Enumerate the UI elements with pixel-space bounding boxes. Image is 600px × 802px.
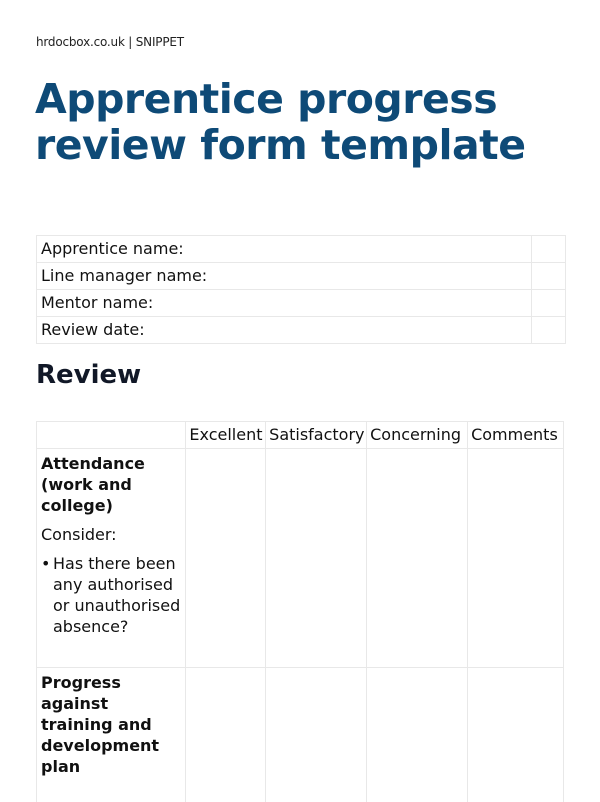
header-blank [37,422,186,449]
source-label: hrdocbox.co.uk | SNIPPET [36,35,184,49]
consider-label: Consider: [41,524,181,545]
criterion-progress [37,668,186,802]
apprentice-name-field[interactable] [532,236,566,263]
progress-excellent-cell[interactable] [186,668,266,802]
attendance-concerning-cell[interactable] [367,449,468,668]
criterion-title: Progress against training and development plan [41,672,181,777]
consider-bullet: • Has there been any authorised or unauthorised absence? [49,553,181,637]
table-row [37,290,566,317]
attendance-excellent-cell[interactable] [186,449,266,668]
progress-comments-cell[interactable] [468,668,564,802]
apprentice-name-label: Apprentice name: [37,236,532,263]
details-table [36,235,566,344]
review-date-label: Review date: [37,317,532,344]
progress-concerning-cell[interactable] [367,668,468,802]
mentor-name-field[interactable] [532,290,566,317]
review-date-field[interactable] [532,317,566,344]
review-table [36,421,564,802]
header-concerning: Concerning [367,422,468,449]
header-satisfactory: Satisfactory [266,422,367,449]
criterion-title: Attendance (work and college) [41,453,181,516]
criterion-attendance [37,449,186,668]
table-row [37,236,566,263]
table-row [37,263,566,290]
page-title: Apprentice progress review form template [35,76,575,168]
mentor-name-label: Mentor name: [37,290,532,317]
attendance-comments-cell[interactable] [468,449,564,668]
review-header-row [37,422,564,449]
consider-list [41,553,181,637]
attendance-satisfactory-cell[interactable] [266,449,367,668]
review-heading: Review [36,360,141,390]
progress-satisfactory-cell[interactable] [266,668,367,802]
table-row [37,449,564,668]
line-manager-name-field[interactable] [532,263,566,290]
header-excellent: Excellent [186,422,266,449]
table-row [37,317,566,344]
table-row [37,668,564,802]
line-manager-name-label: Line manager name: [37,263,532,290]
header-comments: Comments [468,422,564,449]
